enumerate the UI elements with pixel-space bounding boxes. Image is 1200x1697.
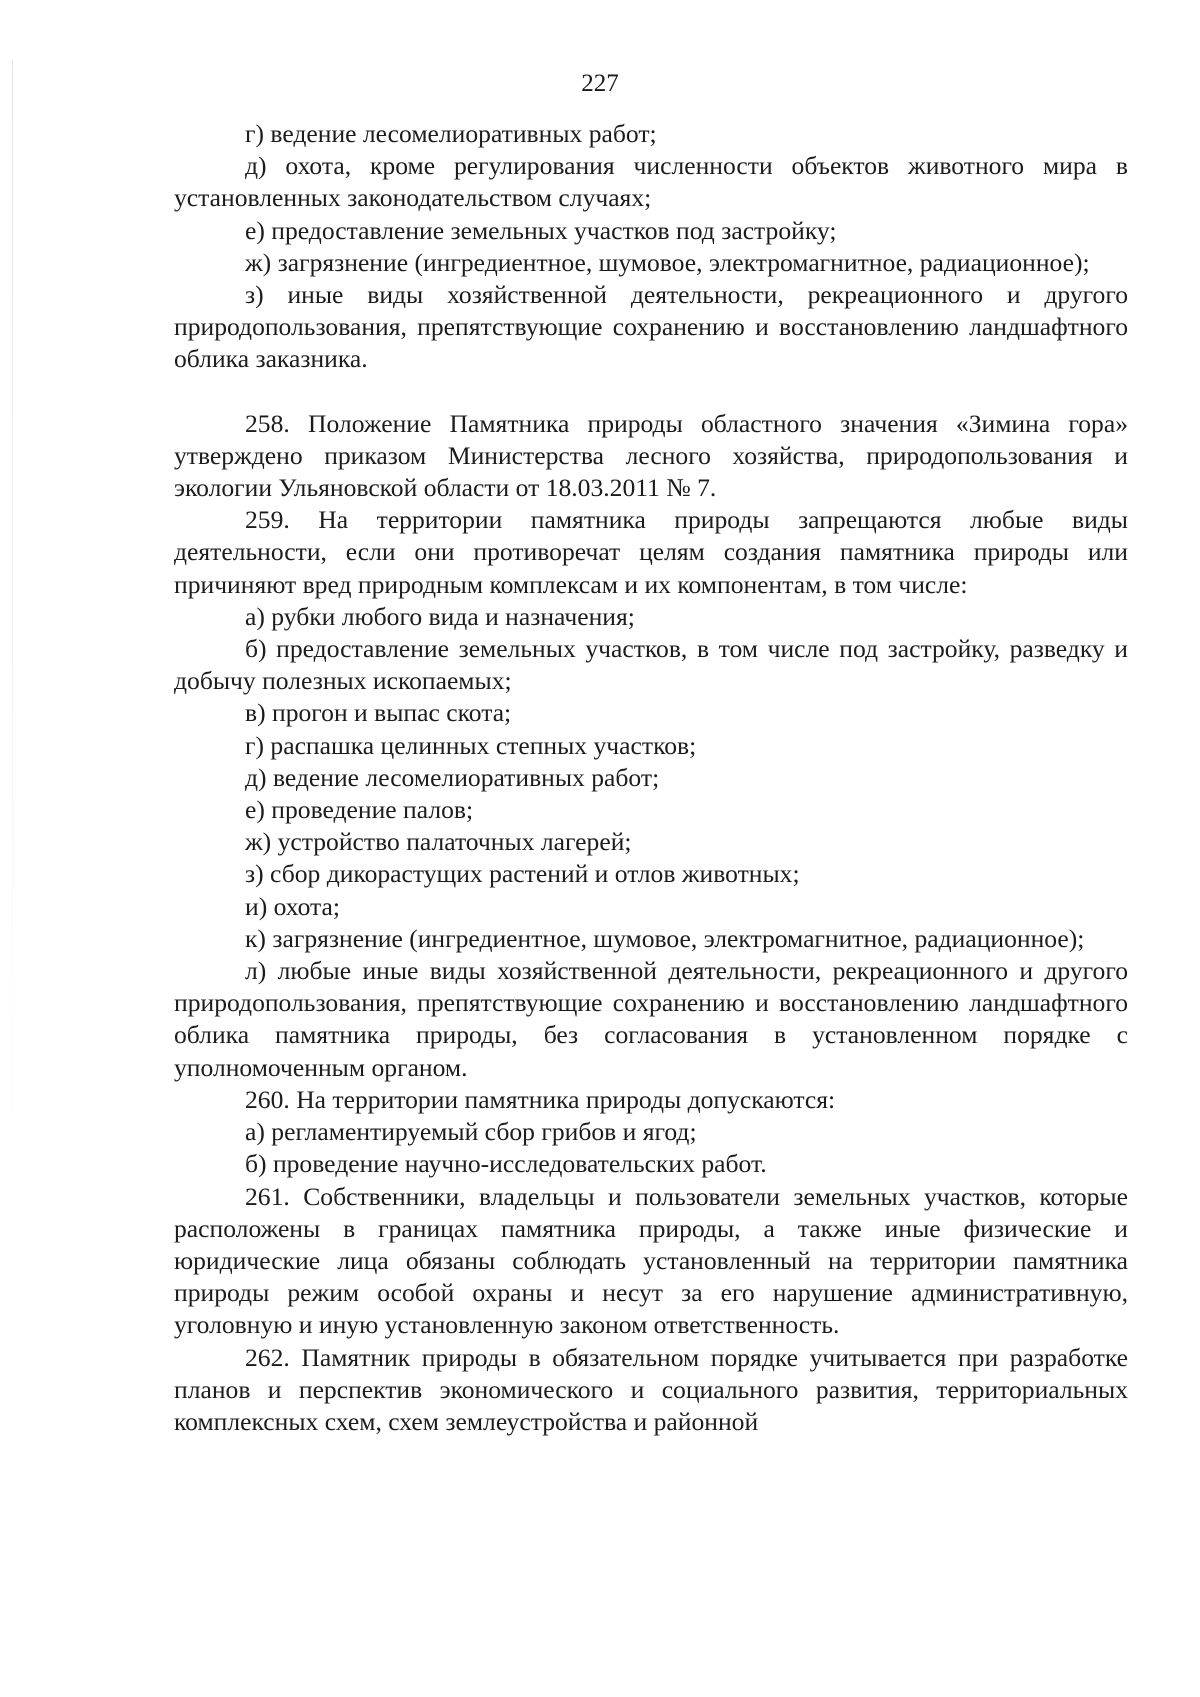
list-item-z-collecting: з) сбор дикорастущих растений и отлов животных; <box>245 859 800 889</box>
list-item-g-plowing: г) распашка целинных степных участков; <box>245 730 697 760</box>
page-number: 227 <box>581 70 619 97</box>
list-item-z-other-activities: з) иные виды хозяйственной деятельности, рекреационного и другого природопользования, препятствующие сохранению и восстановлению ландшафтного облика заказника. <box>174 280 1128 374</box>
list-item-e-burning: е) проведение палов; <box>245 795 474 825</box>
clause-258: 258. Положение Памятника природы областного значения «Зимина гора» утверждено приказом Министерства лесного хозяйства, природопользования и экологии Ульяновской области от 18.03.2011 № 7. <box>174 408 1128 503</box>
section-gap <box>174 376 1128 408</box>
list-item-a-mushrooms: а) регламентируемый сбор грибов и ягод; <box>245 1117 697 1147</box>
list-item-b-research: б) проведение научно-исследовательских работ. <box>245 1149 767 1179</box>
list-item-zh-pollution: ж) загрязнение (ингредиентное, шумовое, электромагнитное, радиационное); <box>245 247 1090 277</box>
list-item-v-grazing: в) прогон и выпас скота; <box>245 698 512 728</box>
list-item-a-logging: а) рубки любого вида и назначения; <box>245 601 635 631</box>
clause-261: 261. Собственники, владельцы и пользователи земельных участков, которые расположены в границах памятника природы, а также иные физические и юридические лица обязаны соблюдать установленный на территории памятника природы режим особой охраны и несут за его нарушение административную, уголовную и иную установленную законом ответственность. <box>174 1181 1128 1340</box>
list-item-g-melioration: г) ведение лесомелиоративных работ; <box>245 119 657 148</box>
clause-260: 260. На территории памятника природы допускаются: <box>245 1084 836 1114</box>
list-item-d-hunting: д) охота, кроме регулирования численности объектов животного мира в установленных законодательством случаях; <box>174 151 1128 213</box>
list-item-e-land-plots: е) предоставление земельных участков под застройку; <box>245 215 837 245</box>
clause-259: 259. На территории памятника природы запрещаются любые виды деятельности, если они противоречат целям создания памятника природы или причиняют вред природным комплексам и их компонентам, в том числе: <box>174 505 1128 599</box>
document-body <box>174 118 1128 1438</box>
list-item-l-other-activities: л) любые иные виды хозяйственной деятельности, рекреационного и другого природопользования, препятствующие сохранению и восстановлению ландшафтного облика памятника природы, без согласования в установленном порядке с уполномоченным органом. <box>174 956 1128 1082</box>
list-item-i-hunting: и) охота; <box>245 891 341 921</box>
list-item-d-melioration: д) ведение лесомелиоративных работ; <box>245 762 660 792</box>
list-item-k-pollution: к) загрязнение (ингредиентное, шумовое, электромагнитное, радиационное); <box>245 923 1085 953</box>
clause-262: 262. Памятник природы в обязательном порядке учитывается при разработке планов и перспектив экономического и социального развития, территориальных комплексных схем, схем землеустройства и районной <box>174 1342 1128 1436</box>
scan-edge-shadow <box>12 60 13 1180</box>
list-item-b-land-plots: б) предоставление земельных участков, в том числе под застройку, разведку и добычу полезных ископаемых; <box>174 634 1128 696</box>
list-item-zh-camps: ж) устройство палаточных лагерей; <box>245 827 632 857</box>
